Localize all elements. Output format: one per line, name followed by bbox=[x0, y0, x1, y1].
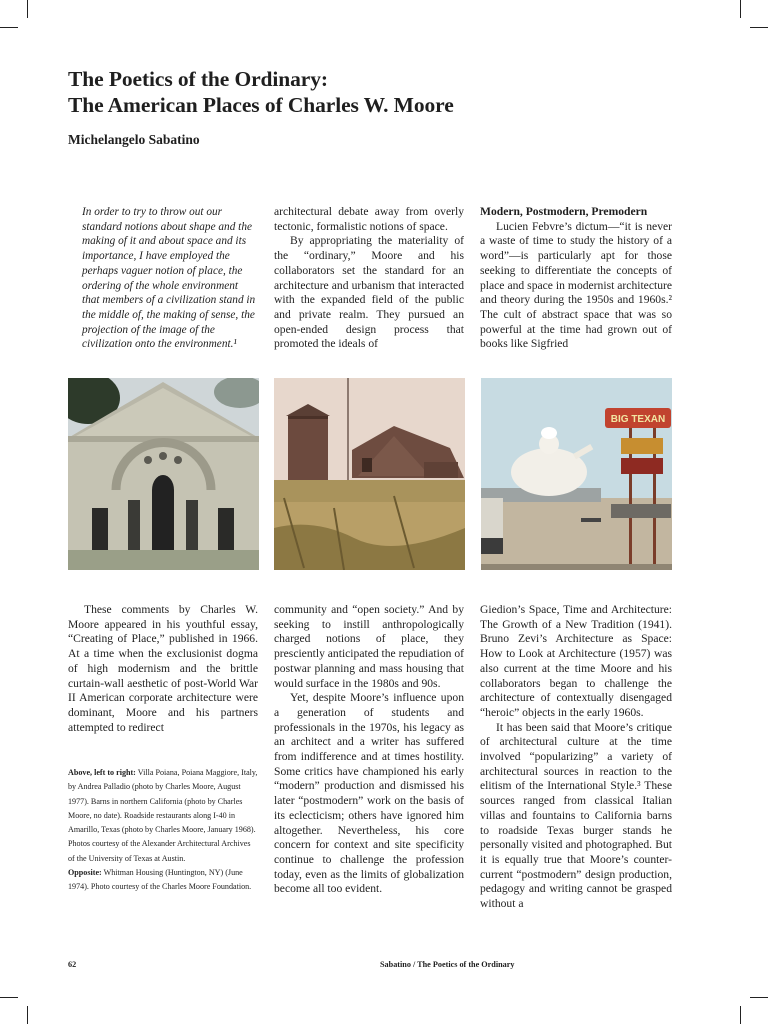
author-byline: Michelangelo Sabatino bbox=[68, 132, 200, 147]
paragraph: It has been said that Moore’s critique of architectural culture at the time involved “popularizing” a variety of architectural sources in reaction to the elitism of the International Style.³ These sources ranged from classical Italian villas and fountains to California barns to roadside Texas burger stands he personally visited and photographed. But it is equally true that Moore’s counter-current “postmodern” design production, pedagogy and writing cannot be grasped without a bbox=[480, 720, 672, 911]
photo-villa-poiana bbox=[68, 378, 259, 570]
crop-mark bbox=[0, 997, 18, 998]
caption-text-1: Villa Poiana, Poiana Maggiore, Italy, by Andrea Palladio (photo by Charles Moore, August 1977). Barns in northern California (photo by Charles Moore, no date). Roadside restaurants along I-40 in Amarillo, Texas (photo by Charles Moore, January 1968). Photos courtesy of the Alexander Architectural Archives of the University of Texas at Austin. bbox=[68, 768, 258, 863]
paragraph: Lucien Febvre’s dictum—“it is never a waste of time to study the history of a word”—is particularly apt for those seeking to differentiate the concepts of place and space in modernist architecture and theory during the 1950s and 1960s.² The cult of abstract space that was so powerful at the time had grown out of books like Sigfried bbox=[480, 219, 672, 351]
column-1-bottom bbox=[68, 603, 258, 735]
article-title bbox=[68, 66, 454, 118]
crop-mark bbox=[740, 0, 741, 18]
column-3-bottom bbox=[480, 603, 672, 912]
caption-label-1: Above, left to right: bbox=[68, 768, 136, 777]
crop-mark bbox=[0, 27, 18, 28]
crop-mark bbox=[750, 27, 768, 28]
title-line-2: The American Places of Charles W. Moore bbox=[68, 93, 454, 117]
caption-paragraph-2 bbox=[68, 866, 258, 895]
photo-caption bbox=[68, 766, 258, 895]
epigraph-text: In order to try to throw out our standard notions about shape and the making of it and about space and its importance, I have employed the perhaps vaguer notion of place, the ordering of the whole environment that members of a civilization stand in the middle of, the making of sense, the projection of the image of the civilization onto the environment.¹ bbox=[82, 206, 256, 351]
epigraph bbox=[82, 205, 258, 352]
caption-label-2: Opposite: bbox=[68, 868, 102, 878]
title-line-1: The Poetics of the Ordinary: bbox=[68, 67, 328, 91]
paragraph: community and “open society.” And by seeking to instill anthropologically charged notions of place, they presciently anticipated the repudiation of postwar planning and mass housing that would surface in the 1980s and 90s. bbox=[274, 603, 464, 690]
page-number: 62 bbox=[68, 960, 77, 969]
caption-paragraph-1 bbox=[68, 766, 258, 866]
caption-text-2: Whitman Housing (Huntington, NY) (June 1974). Photo courtesy of the Charles Moore Foundation. bbox=[68, 868, 252, 892]
running-head: Sabatino / The Poetics of the Ordinary bbox=[380, 960, 515, 969]
sign-text: BIG TEXAN bbox=[610, 414, 666, 425]
paragraph: By appropriating the materiality of the “ordinary,” Moore and his collaborators set the standard for an architecture and urbanism that interacted with the expanded field of the public and private realm. They pursued an open-ended design process that promoted the ideals of bbox=[274, 234, 464, 351]
paragraph: These comments by Charles W. Moore appeared in his youthful essay, “Creating of Place,” published in 1966. At a time when the exclusionist dogma of high modernism and the brittle curtain-wall aesthetic of post-World War II American corporate architecture were dominant, Moore and his partners attempted to redirect bbox=[68, 603, 258, 734]
paragraph: architectural debate away from overly tectonic, formalistic notions of space. bbox=[274, 205, 464, 233]
column-2-top bbox=[274, 205, 464, 352]
column-2-bottom bbox=[274, 603, 464, 897]
photo-california-barns bbox=[274, 378, 465, 570]
paragraph: Giedion’s Space, Time and Architecture: The Growth of a New Tradition (1941). Bruno Zevi’s Architecture as Space: How to Look at Architecture (1957) was also current at the time Moore and his collaborators began to challenge the architecture of contextually disengaged “heroic” objects in the early 1960s. bbox=[480, 603, 672, 719]
column-3-top bbox=[480, 205, 672, 352]
section-heading: Modern, Postmodern, Premodern bbox=[480, 205, 648, 218]
crop-mark bbox=[750, 997, 768, 998]
crop-mark bbox=[740, 1006, 741, 1024]
photo-roadside-restaurants bbox=[481, 378, 672, 570]
paragraph: Yet, despite Moore’s influence upon a generation of students and professionals in the 1970s, his legacy as an architect and a writer has suffered from indifference and at times hostility. Some critics have championed his early “modern” production and dismissed his later “postmodern” work on the basis of its eclecticism; others have ignored him altogether. Nevertheless, his core concern for context and site specificity continue to challenge the profession today, even as the limits of globalization become all too evident. bbox=[274, 691, 464, 896]
crop-mark bbox=[27, 1006, 28, 1024]
crop-mark bbox=[27, 0, 28, 18]
